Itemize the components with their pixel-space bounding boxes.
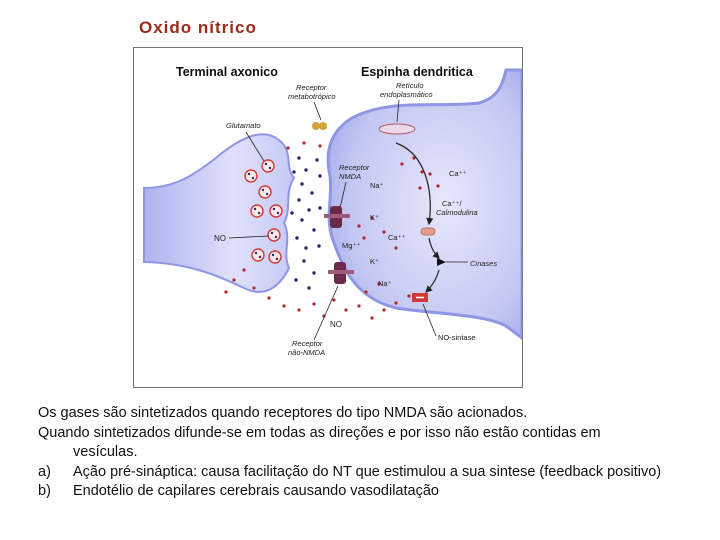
label-receptor-nmda-1: Receptor xyxy=(339,163,370,172)
label-cinases: Cinases xyxy=(470,259,498,268)
endoplasmic-reticulum xyxy=(379,124,415,134)
label-reticulo-1: Retículo xyxy=(396,81,424,90)
list-marker-b: b) xyxy=(38,483,51,499)
label-receptor-nmda-2: NMDA xyxy=(339,172,362,181)
label-receptor-nao-nmda-1: Receptor xyxy=(292,339,323,348)
text-line-1: Os gases são sintetizados quando receptores do tipo NMDA são acionados. xyxy=(38,405,528,421)
label-no-sintase: NO-sintase xyxy=(438,333,476,342)
label-ca-top: Ca⁺⁺ xyxy=(388,233,406,242)
label-glutamato: Glutamato xyxy=(226,121,261,130)
heading-espinha-dendritica: Espinha dendritica xyxy=(361,65,473,79)
glutamate-dots xyxy=(290,156,321,289)
slide-title: Oxido nítrico xyxy=(139,18,257,37)
heading-terminal-axonico: Terminal axonico xyxy=(176,65,278,79)
list-item-b xyxy=(38,482,678,502)
label-mg: Mg⁺⁺ xyxy=(342,241,361,250)
list-text-b: Endotélio de capilares cerebrais causando vasodilatação xyxy=(73,483,439,499)
body-text xyxy=(38,404,678,502)
list-text-a: Ação pré-sináptica: causa facilitação do NT que estimulou a sua sintese (feedback positivo) xyxy=(73,463,662,480)
label-receptor-metabotropico-2: metabotrópico xyxy=(288,92,336,101)
label-reticulo-2: endoplasmático xyxy=(380,90,433,99)
label-receptor-nao-nmda-2: não-NMDA xyxy=(288,348,326,357)
label-ca-calmodulina-2: Calmodulina xyxy=(436,208,478,217)
text-line-2-cont: vesículas. xyxy=(73,444,138,460)
list-item-a xyxy=(38,463,678,483)
label-k-mid: K⁺ xyxy=(370,257,379,266)
text-line-2: Quando sintetizados difunde-se em todas as direções e por isso não estão contidas em xyxy=(38,424,601,441)
synapse-diagram xyxy=(133,47,523,388)
label-na-top: Na⁺ xyxy=(370,181,384,190)
label-k-top: K⁺ xyxy=(370,213,379,222)
label-ca-calmodulina-1: Ca⁺⁺/ xyxy=(442,199,462,208)
list-marker-a: a) xyxy=(38,463,51,480)
label-receptor-metabotropico-1: Receptor xyxy=(296,83,327,92)
label-ca-right: Ca⁺⁺ xyxy=(449,169,467,178)
label-no-bottom: NO xyxy=(330,320,342,329)
synapse-diagram-svg xyxy=(134,48,522,387)
metabotropic-receptor xyxy=(312,122,320,130)
label-na-bottom: Na⁺ xyxy=(378,279,392,288)
label-no-left: NO xyxy=(214,234,226,243)
calmodulin xyxy=(421,228,435,235)
